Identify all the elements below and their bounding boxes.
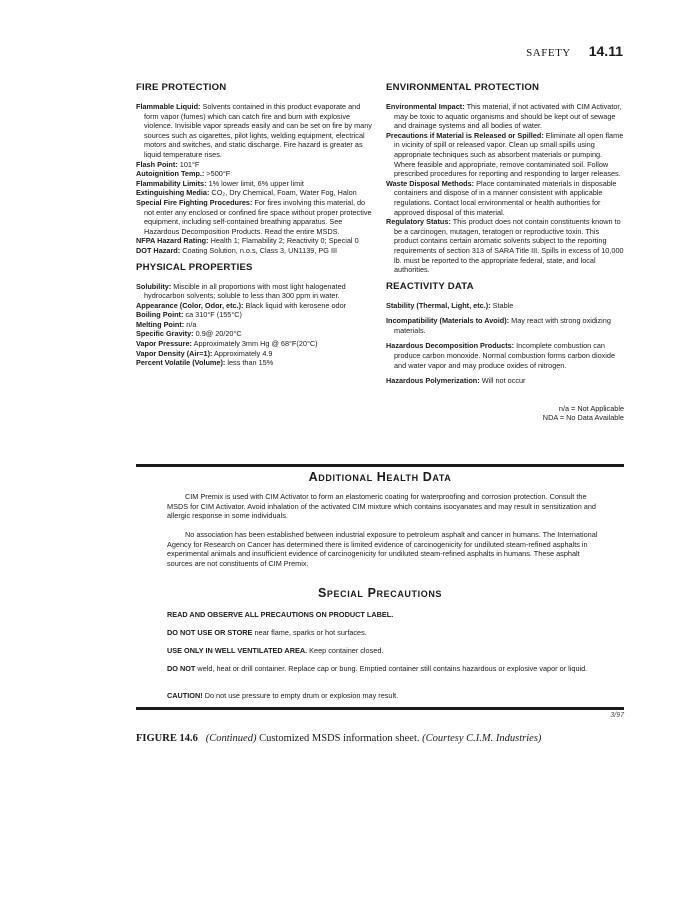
left-column xyxy=(136,82,372,368)
precaution-item: DO NOT weld, heat or drill container. Replace cap or bung. Emptied container still contains hazardous or explosive vapor or liquid. xyxy=(167,664,588,673)
running-head-section: SAFETY xyxy=(526,47,571,59)
react-entry-incompatibility: Incompatibility (Materials to Avoid): May react with strong oxidizing materials. xyxy=(386,316,611,335)
fire-entry-dot-hazard: DOT Hazard: Coating Solution, n.o.s, Class 3, UN1139, PG III xyxy=(136,245,338,255)
phys-entry-appearance: Appearance (Color, Odor, etc.): Black liquid with kerosene odor xyxy=(136,300,347,310)
env-entry-regulatory-status: Regulatory Status: This product does not contain constituents known to be a carcinogen, mutagen, teratogen or reproductive toxin. This product contains certain aromatic solvents subject to the reporting requirements of section 313 of SARA Title III. Spills in excess of 10,000 lb. must be reported to the appropriate federal, state, and local authorities. xyxy=(386,217,624,275)
right-column xyxy=(386,82,624,423)
revision-date: 3/97 xyxy=(610,712,624,719)
phys-entry-boiling-point: Boiling Point: ca 310°F (155°C) xyxy=(136,310,242,320)
fire-entry-extinguishing-media: Extinguishing Media: CO₂, Dry Chemical, Foam, Water Fog, Halon xyxy=(136,188,357,198)
react-entry-stability: Stability (Thermal, Light, etc.): Stable xyxy=(386,300,514,310)
environmental-protection-heading: ENVIRONMENTAL PROTECTION xyxy=(386,82,540,93)
fire-entry-nfpa-rating: NFPA Hazard Rating: Health 1; Flamability 2; Reactivity 0; Special 0 xyxy=(136,236,359,246)
precaution-item: READ AND OBSERVE ALL PRECAUTIONS ON PRODUCT LABEL. xyxy=(167,610,394,619)
precaution-item: DO NOT USE OR STORE near flame, sparks or hot surfaces. xyxy=(167,628,367,637)
special-precautions-heading: Special Precautions xyxy=(317,586,443,600)
phys-entry-percent-volatile: Percent Volatile (Volume): less than 15% xyxy=(136,358,274,368)
note-nda: NDA = No Data Available xyxy=(542,413,624,423)
fire-entry-flash-point: Flash Point: 101°F xyxy=(136,159,200,169)
page-number: 14.11 xyxy=(588,43,623,59)
additional-health-data-heading: Additional Health Data xyxy=(308,470,452,484)
precaution-item: CAUTION! Do not use pressure to empty drum or explosion may result. xyxy=(167,691,399,700)
fire-entry-fire-fighting: Special Fire Fighting Procedures: For fires involving this material, do not enter any enclosed or confined fire space without proper protective equipment, including self-contained breathing apparatus. See Hazardous Decomposition Products. Read the entire MSDS. xyxy=(136,197,372,236)
env-entry-spill-precautions: Precautions if Material is Released or Spilled: Eliminate all open flame in vicinity of spill or released vapor. Clean up small spills using appropriate techniques such as absorbent materials or pumping. Where feasible and appropriate, remove contaminated soil. Follow prescribed procedures for reporting and responding to larger releases. xyxy=(386,130,624,179)
caption-courtesy: (Courtesy C.I.M. Industries) xyxy=(422,733,542,744)
note-na: n/a = Not Applicable xyxy=(558,403,624,413)
page-header xyxy=(526,43,623,61)
figure-caption xyxy=(136,733,636,744)
fire-entry-flammability-limits: Flammability Limits: 1% lower limit, 6% upper limit xyxy=(136,178,304,188)
caption-text: Customized MSDS information sheet. xyxy=(256,733,423,744)
react-entry-decomposition: Hazardous Decomposition Products: Incomplete combustion can produce carbon monoxide. Normal combustion forms carbon dioxide and water vapor and may produce oxides of nitrogen. xyxy=(386,341,616,370)
fire-protection-heading: FIRE PROTECTION xyxy=(136,82,227,93)
fire-entry-flammable-liquid: Flammable Liquid: Solvents contained in this product evaporate and form vapor (fumes) which can catch fire and burn with explosive violence. Invisible vapor spreads easily and can be set on fire by many sources such as cigarettes, pilot lights, welding equipment, electrical motors and switches, and static discharge. Fire hazard is greater as liquid temperature rises. xyxy=(136,102,372,159)
phys-entry-vapor-density: Vapor Density (Air=1): Approximately 4.9 xyxy=(136,348,273,358)
env-entry-impact: Environmental Impact: This material, if not activated with CIM Activator, may be toxic to aquatic organisms and should be kept out of sewage and drainage systems and all bodies of water. xyxy=(386,102,622,131)
section-divider-top xyxy=(136,464,624,467)
section-divider-bottom xyxy=(136,707,624,710)
phys-entry-specific-gravity: Specific Gravity: 0.9@ 20/20°C xyxy=(136,329,242,339)
phys-entry-melting-point: Melting Point: n/a xyxy=(136,319,197,329)
precaution-item: USE ONLY IN WELL VENTILATED AREA. Keep container closed. xyxy=(167,646,384,655)
env-entry-waste-disposal: Waste Disposal Methods: Place contaminated materials in disposable containers and dispose of in a manner consistent with applicable regulations. Contact local environmental or health authorities for approved disposal of this material. xyxy=(386,178,617,217)
health-paragraph-2: No association has been established between industrial exposure to petroleum asphalt and cancer in humans. The International Agency for Research on Cancer has determined there is limited evidence of carcinogenicity for undiluted steam-refined asphalts in experimental animals and insufficient evidence of carcinogenicity for undiluted steam-refined asphalts in humans. These asphalt sources are not constituents of CIM Premix. xyxy=(167,530,598,568)
phys-entry-solubility: Solubility: Miscible in all proportions with most light halogenated hydrocarbon solvents; soluble to less than 300 ppm in water. xyxy=(136,281,346,301)
reactivity-data-heading: REACTIVITY DATA xyxy=(386,280,474,292)
physical-properties-heading: PHYSICAL PROPERTIES xyxy=(136,261,253,273)
fire-entry-autoignition: Autoignition Temp.: >500°F xyxy=(136,169,231,179)
figure-number: FIGURE 14.6 xyxy=(136,733,198,744)
health-paragraph-1: CIM Premix is used with CIM Activator to form an elastomeric coating for waterproofing and corrosion protection. Consult the MSDS for CIM Activator. Avoid inhalation of the activated CIM mixture which contains isocyanates and may result in sensitization and allergic response in some individuals. xyxy=(167,492,596,521)
abbreviation-notes xyxy=(386,404,624,423)
react-entry-polymerization: Hazardous Polymerization: Will not occur xyxy=(386,376,526,386)
caption-continued: (Continued) xyxy=(205,733,257,744)
phys-entry-vapor-pressure: Vapor Pressure: Approximately 3mm Hg @ 68°F(20°C) xyxy=(136,339,318,349)
